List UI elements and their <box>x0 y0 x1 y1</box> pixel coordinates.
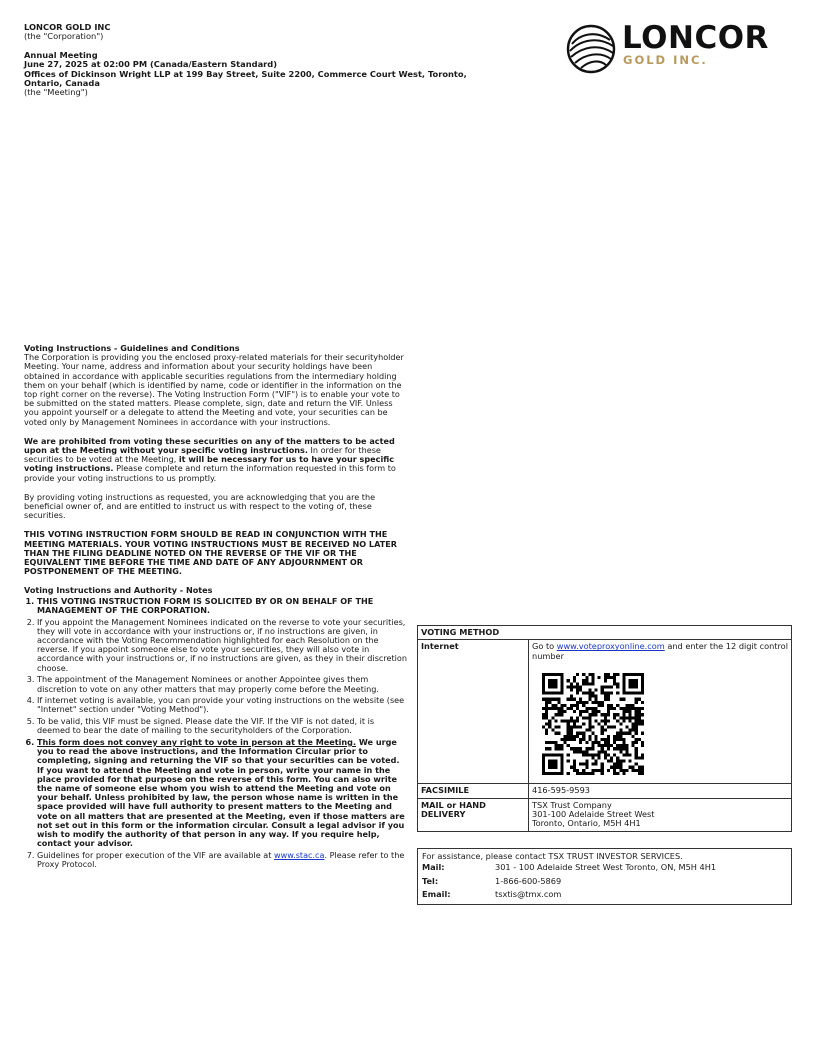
meeting-header <box>24 23 504 98</box>
internet-row <box>418 640 792 784</box>
internet-text-after: and enter the 12 digit control number <box>532 641 788 661</box>
logo-emblem-icon <box>566 24 616 74</box>
mail-address <box>529 798 792 831</box>
voting-method-title: VOTING METHOD <box>418 626 792 640</box>
note-5: 5. To be valid, this VIF must be signed. Please date the VIF. If the VIF is not dated, it is deemed to bear the date of mailing to the securityholders of the Corporation. <box>37 717 408 735</box>
assistance-email-value[interactable]: tsxtis@tmx.com <box>495 889 562 900</box>
voteproxyonline-link[interactable]: www.voteproxyonline.com <box>556 641 665 652</box>
mail-row <box>418 798 792 831</box>
meeting-type: Annual Meeting <box>24 49 98 60</box>
note-3: 3. The appointment of the Management Nominees or another Appointee gives them discretion to vote on any other matters that may properly come before the Meeting. <box>37 675 408 693</box>
notes-title: Voting Instructions and Authority - Notes <box>24 585 213 596</box>
note-4: 4. If internet voting is available, you can provide your voting instructions on the website (see "Internet" section under "Voting Method"). <box>37 696 408 714</box>
mail-address-line: Toronto, Ontario, M5H 4H1 <box>532 818 641 829</box>
assistance-mail-label: Mail: <box>422 862 445 873</box>
prohibited-text-2: Please complete and return the information requested in this form to provide your voting instructions to us promptly. <box>24 463 396 483</box>
note-2: 2. If you appoint the Management Nominees indicated on the reverse to vote your securities, they will vote in accordance with your instructions or, if no instructions are given, in accordance with the Voting Recommendation highlighted for each Resolution on the reverse. If you appoint someone else to vote your securities, they will also vote in accordance with your instructions or, if no instructions are given, as they in their discretion choose. <box>37 618 408 673</box>
note-6 <box>37 738 408 848</box>
company-name: LONCOR GOLD INC <box>24 22 111 32</box>
stac-link[interactable]: www.stac.ca <box>274 849 325 860</box>
mail-label: MAIL or HAND DELIVERY <box>418 798 529 831</box>
prohibited-text-1: In order for these securities to be voted at the Meeting, <box>24 445 381 465</box>
internet-cell <box>529 640 792 784</box>
facsimile-row <box>418 784 792 798</box>
guidelines-title: Voting Instructions - Guidelines and Conditions <box>24 343 240 353</box>
meeting-location: Offices of Dickinson Wright LLP at 199 Bay Street, Suite 2200, Commerce Court West, Toronto, Ontario, Canada <box>24 68 467 89</box>
voting-method-table <box>417 625 792 832</box>
qr-code-icon[interactable] <box>542 673 644 775</box>
assistance-email-row <box>422 890 787 899</box>
assistance-email-label: Email: <box>422 889 451 900</box>
note-7-text-before: Guidelines for proper execution of the VIF are available at <box>37 849 274 860</box>
prohibited-statement: We are prohibited from voting these securities on any of the matters to be acted upon at the Meeting without your specific voting instructions. <box>24 435 395 456</box>
assistance-mail-value: 301 - 100 Adelaide Street West Toronto, ON, M5H 4H1 <box>495 862 717 873</box>
logo-subtitle: GOLD INC. <box>623 53 708 67</box>
note-6-text: We urge you to read the above instructions, and the Information Circular prior to completing, signing and returning the VIF so that your securities can be voted. If you want to attend the Meeting and vote in person, write your name in the place provided for that purpose on the reverse of this form. You can also write the name of someone else whom you wish to attend the Meeting and vote on your behalf. Unless prohibited by law, the person whose name is written in the space provided will have full authority to present matters to the Meeting and vote on all matters that are presented at the Meeting, even if those matters are not set out in this form or the information circular. Consult a legal advisor if you wish to modify the authority of that person in any way. If you require help, contact your advisor. <box>37 737 405 849</box>
company-alias: (the "Corporation") <box>24 31 104 42</box>
logo-wordmark: LONCOR <box>622 20 769 56</box>
guidelines-paragraph-4: THIS VOTING INSTRUCTION FORM SHOULD BE READ IN CONJUNCTION WITH THE MEETING MATERIALS. YOUR VOTING INSTRUCTIONS MUST BE RECEIVED NO LATER THAN THE FILING DEADLINE NOTED ON THE REVERSE OF THE VIF OR THE EQUIVALENT TIME BEFORE THE TIME AND DATE OF ANY ADJOURNMENT OR POSTPONEMENT OF THE MEETING. <box>24 529 397 577</box>
note-7 <box>37 851 408 869</box>
facsimile-label: FACSIMILE <box>418 784 529 798</box>
guidelines-paragraph-3: By providing voting instructions as requested, you are acknowledging that you are the beneficial owner of, and are entitled to instruct us with respect to the voting of, these securities. <box>24 491 376 521</box>
assistance-tel-value: 1-866-600-5869 <box>495 875 562 886</box>
note-1: 1. THIS VOTING INSTRUCTION FORM IS SOLICITED BY OR ON BEHALF OF THE MANAGEMENT OF THE CORPORATION. <box>37 597 408 615</box>
meeting-alias: (the "Meeting") <box>24 87 88 98</box>
instructions-column <box>24 344 408 872</box>
assistance-tel-row <box>422 877 787 886</box>
loncor-logo <box>566 20 769 74</box>
internet-text-before: Go to <box>532 641 557 652</box>
assistance-tel-label: Tel: <box>422 875 439 886</box>
note-6-underlined: This form does not convey any right to vote in person at the Meeting. <box>37 737 357 748</box>
internet-label: Internet <box>418 640 529 784</box>
guidelines-paragraph-1: The Corporation is providing you the enclosed proxy-related materials for their securityholder Meeting. Your name, address and information about your security holdings have been obtained in accordance with applicable securities regulations from the intermediary holding them on your behalf (which is identified by name, code or identifier in the information on the top right corner on the reverse). The Voting Instruction Form ("VIF") is to enable your vote to be submitted on the stated matters. Please complete, sign, date and return the VIF. Unless you appoint yourself or a delegate to attend the Meeting and vote, your securities can be voted only by Management Nominees in accordance with your instructions. <box>24 352 404 427</box>
guidelines-paragraph-2 <box>24 437 408 483</box>
facsimile-value: 416-595-9593 <box>529 784 792 798</box>
assistance-intro: For assistance, please contact TSX TRUST INVESTOR SERVICES. <box>422 851 683 861</box>
notes-list <box>24 597 408 870</box>
assistance-box <box>417 848 792 905</box>
note-7-text-after: . Please refer to the Proxy Protocol. <box>37 849 405 870</box>
necessary-statement: it will be necessary for us to have your specific voting instructions. <box>24 454 395 474</box>
assistance-mail-row <box>422 863 787 872</box>
meeting-date: June 27, 2025 at 02:00 PM (Canada/Eastern Standard) <box>24 59 278 70</box>
mail-address-line: 301-100 Adelaide Street West <box>532 809 655 820</box>
mail-address-line: TSX Trust Company <box>532 799 612 810</box>
